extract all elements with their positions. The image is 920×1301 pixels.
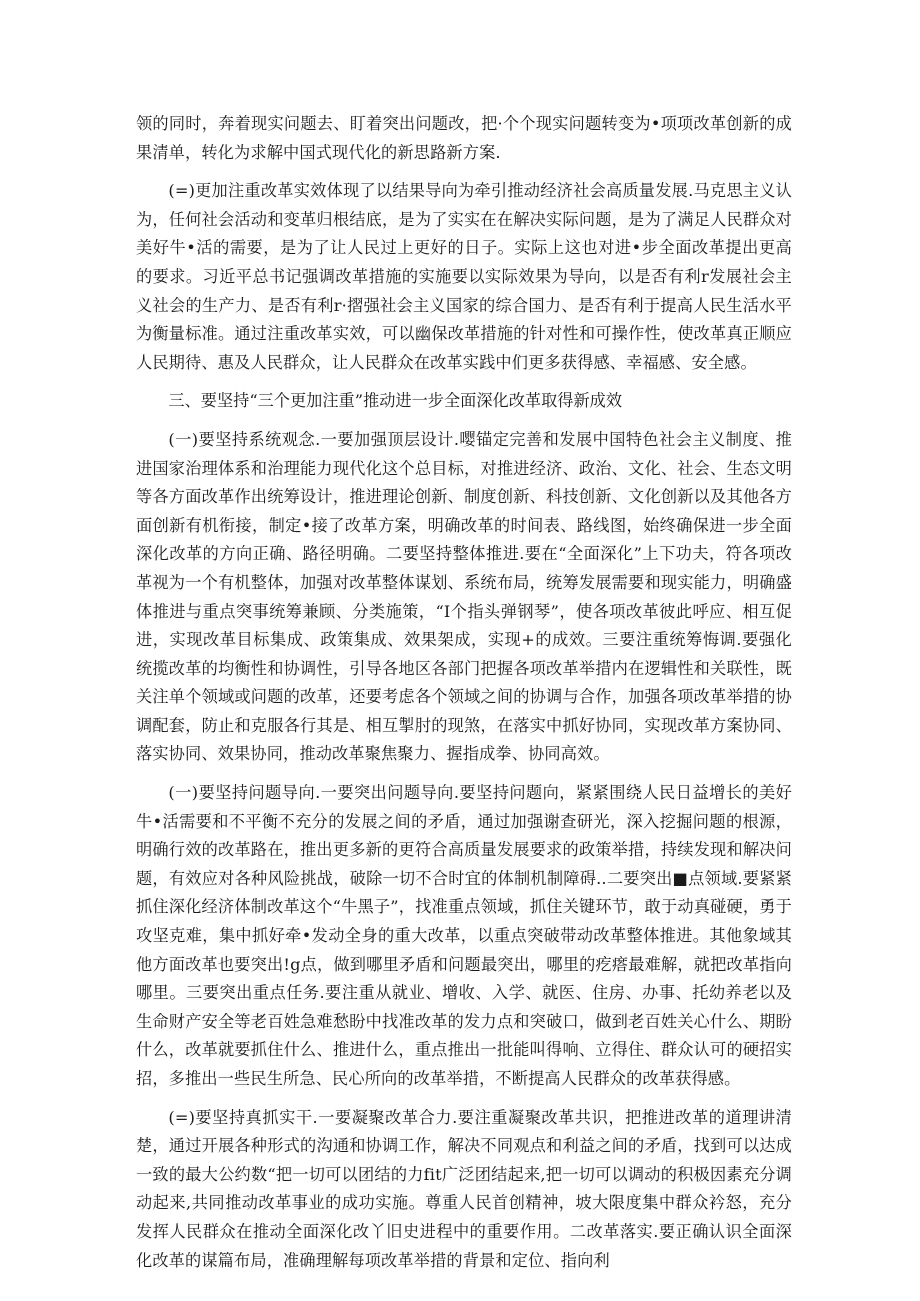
document-page [136, 110, 792, 1285]
paragraph-continuation: 领的同时，奔着现实问题去、盯着突出问题改，把·个个现实问题转变为•项项改革创新的成果清单，转化为求解中国式现代化的新思路新方案. [136, 114, 792, 162]
paragraph-system-concept: (一)要坚持系统观念.一要加强顶层设计.嘤锚定完善和发展中国特色社会主义制度、推进国家治理体系和治理能力现代化这个总目标，对推进经济、政治、文化、社会、生态文明等各方面改革作出统筹设计，推进理论创新、制度创新、科技创新、文化创新以及其他各方面创新有机衔接，制定•接了改革方案，明确改革的时间表、路线图，始终确保进一步全面深化改革的方向正确、路径明确。二要坚持整体推进.要在“全面深化”上下功夫，符各项改革视为一个有机整体，加强对改革整体谋划、系统布局，统筹发展需要和现实能力，明确盛体推进与重点突事统筹兼顾、分类施策，“I个指头弹钢琴”，使各项改革彼此呼应、相互促进，实现改革目标集成、政策集成、效果架成，实现+的成效。三要注重统筹悔调.要强化统揽改革的均衡性和协调性，引导各地区各部门把握各项改革举措内在逻辑性和关联性，既关注单个领域或问题的改革，还要考虑各个领域之间的协调与合作，加强各项改革举措的协调配套，防止和克服各行其是、相互掣肘的现煞，在落实中抓好协同，实现改革方案协同、落实协同、效果协同，推动改革聚焦聚力、握指成拳、协同高效。 [136, 429, 792, 764]
section-heading: 三、要坚持“三个更加注重”推动进一步全面深化改革取得新成效 [168, 391, 623, 411]
paragraph-problem-orientation: (一)要坚持问题导向.一要突出问题导向.要坚持问题向，紧紧围绕人民日益增长的美好牛•活需要和不平衡不充分的发展之间的矛盾，通过加强谢查研光，深入挖掘问题的根源，明确行效的改革路在，推出更多新的更符合高质量发展要求的政策举措，持续发现和解决问题，有效应对各种风险挑战，破除一切不合时宜的体制机制障碍..二要突出■点领域.要紧紧抓住深化经济体制改革这个“牛黑子”，找准重点领域，抓住关键环节，敢于动真碰硬，勇于攻坚克难，集中抓好牵•发动全身的重大改革，以重点突破带动改革整体推进。其他象域其他方面改革也要突出!g点，做到哪里矛盾和问题最突出，哪里的疙瘩最难解，就把改革指向哪里。三要突出重点任务.要注重从就业、增收、入学、就医、住房、办事、托幼养老以及生命财产安全等老百姓急难愁盼中找准改革的发力点和突破口，做到老百姓关心什么、期盼什么，改革就要抓住什么、推进什么，重点推出一批能叫得响、立得住、群众认可的硬招实招，多推出一些民生所急、民心所向的改革举措，不断提高人民群众的改革获得感。 [136, 783, 792, 1088]
paragraph-reform-effectiveness: (=)更加注重改革实效体现了以结果导向为牵引推动经济社会高质量发展.马克思主义认为，任何社会活动和变革归根结底，是为了实实在在解决实际问题，是为了满足人民群众对美好牛•活的需要，是为了让人民过上更好的日子。实际上这也对进•步全面改革提出更高的要求。习近平总书记强调改革措施的实施要以实际效果为导向，以是否有利r发展社会主义社会的生产力、是否有利r·摺强社会主义国家的综合国力、是否有利于提高人民生活水平为衡量标准。通过注重改革实效，可以幽保改革措施的针对性和可操作性，使改革真正顺应人民期待、惠及人民群众，让人民群众在改革实践中们更多获得感、幸福感、安全感。 [136, 181, 792, 372]
paragraph-practical-work: (=)要坚持真抓实干.一要凝聚改革合力.要注重凝聚改革共识，把推进改革的道理讲清楚，通过开展各种形式的沟通和协调工作，解决不同观点和利益之间的矛盾，找到可以达成一致的最大公约数“把一切可以团结的力fit广泛团结起来,把一切可以调动的积极因素充分调动起来,共同推动改革事业的成功实施。尊重人民首创精神，坡大限度集中群众衿怒，充分发挥人民群众在推动全面深化改丫旧史进程中的重要作用。二改革落实.要正确认识全面深化改革的谋篇布局，准确理解每项改革举措的背景和定位、指向利 [136, 1107, 792, 1270]
